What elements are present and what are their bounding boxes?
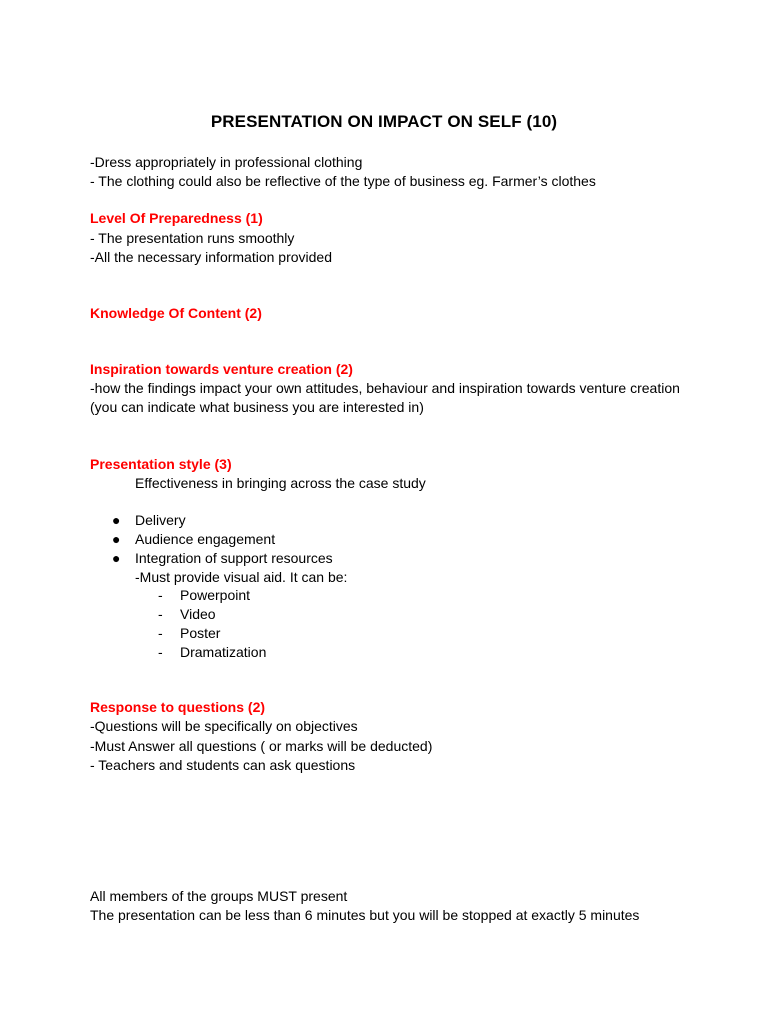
visual-aid-option-label: Dramatization <box>180 644 267 660</box>
style-heading: Presentation style (3) <box>90 456 232 472</box>
visual-aid-option-label: Video <box>180 606 216 622</box>
style-subtitle: Effectiveness in bringing across the case study <box>135 475 426 491</box>
intro-line-clothing: - The clothing could also be reflective of the type of business eg. Farmer’s clothes <box>90 173 596 189</box>
intro-line-dress: -Dress appropriately in professional clothing <box>90 154 363 170</box>
inspiration-line-business: (you can indicate what business you are interested in) <box>90 399 424 415</box>
bullet-label: Delivery <box>135 512 186 528</box>
preparedness-heading: Level Of Preparedness (1) <box>90 210 263 226</box>
inspiration-line-findings: -how the findings impact your own attitudes, behaviour and inspiration towards venture creation <box>90 380 680 396</box>
document-title: PRESENTATION ON IMPACT ON SELF (10) <box>210 112 558 131</box>
preparedness-line-info: -All the necessary information provided <box>90 249 333 265</box>
bullet-label: Audience engagement <box>135 531 276 547</box>
dash-marker-icon: - <box>158 644 163 660</box>
dash-marker-icon: - <box>158 587 163 603</box>
dash-marker-icon: - <box>158 625 163 641</box>
dash-marker-icon: - <box>158 606 163 622</box>
footer-line-members: All members of the groups MUST present <box>90 888 348 904</box>
bullet-dot-icon: ● <box>112 531 121 547</box>
inspiration-heading: Inspiration towards venture creation (2) <box>90 361 353 377</box>
visual-aid-option-label: Powerpoint <box>180 587 251 603</box>
questions-line-who-asks: - Teachers and students can ask questions <box>90 757 356 773</box>
footer-line-time-limit: The presentation can be less than 6 minutes but you will be stopped at exactly 5 minutes <box>90 907 640 923</box>
preparedness-line-smooth: - The presentation runs smoothly <box>90 230 295 246</box>
visual-aid-option-label: Poster <box>180 625 221 641</box>
questions-line-answer-all: -Must Answer all questions ( or marks will be deducted) <box>90 738 433 754</box>
questions-line-objectives: -Questions will be specifically on objectives <box>90 718 358 734</box>
bullet-label: Integration of support resources <box>135 550 333 566</box>
bullet-dot-icon: ● <box>112 550 121 566</box>
questions-heading: Response to questions (2) <box>90 699 266 715</box>
knowledge-heading: Knowledge Of Content (2) <box>90 305 262 321</box>
bullet-dot-icon: ● <box>112 512 121 528</box>
visual-aid-note: -Must provide visual aid. It can be: <box>135 569 348 585</box>
